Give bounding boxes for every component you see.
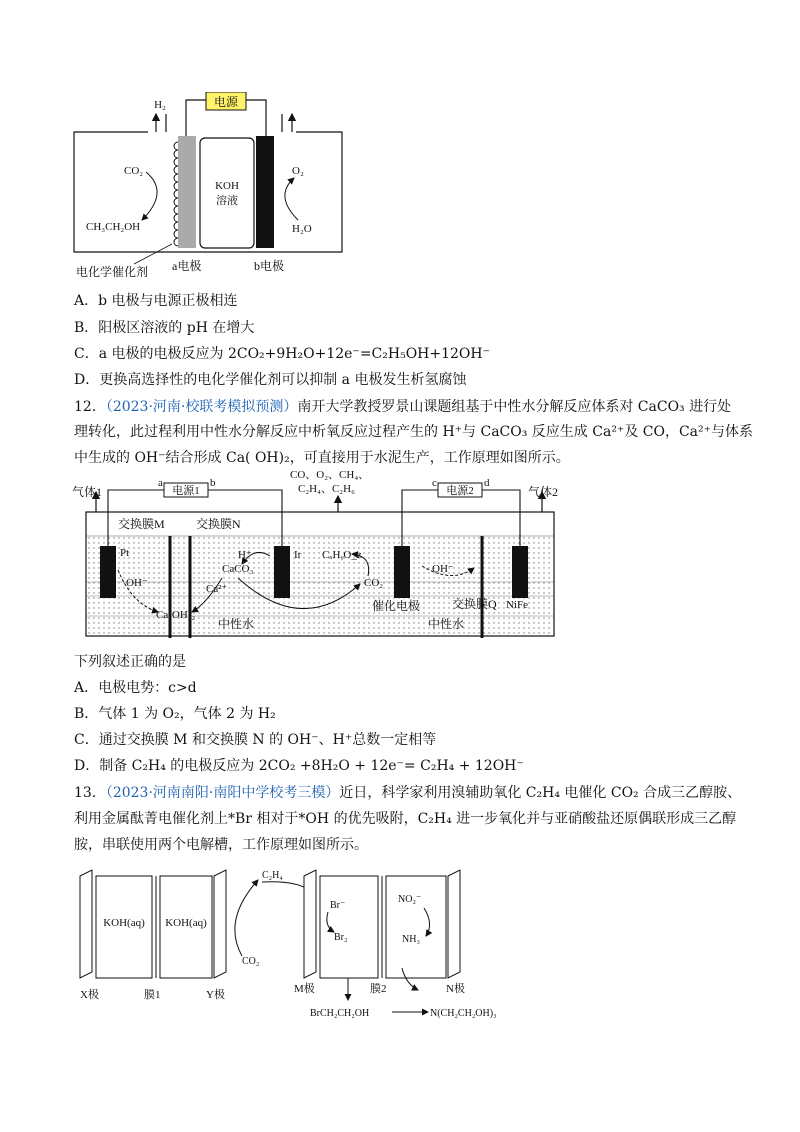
bromoethanol-label: BrCH₂CH₂OH [310,1008,370,1019]
x-electrode [80,870,92,978]
no2-compartment [386,876,446,978]
catalyst-label: 电化学催化剂 [76,265,149,279]
q12-stem-line-3: 中生成的 OH⁻结合形成 Ca( OH)₂，可直接用于水泥生产，工作原理如图所示。 [74,450,570,466]
q13-stem-line-1 [74,783,741,803]
q12-stem-line-2: 理转化，此过程利用中性水分解反应中析氧反应过程产生的 H⁺与 CaCO₃ 反应生成 Ca²⁺及 CO，Ca²⁺与体系 [74,424,754,440]
terminal-c: c [432,477,437,489]
a-electrode [178,136,196,248]
co2-label: CO₂ [124,165,144,177]
o2-label: O₂ [292,165,304,177]
q11-option-b: B．阳极区溶液的 pH 在增大 [74,320,255,336]
b-electrode [256,136,274,248]
q12-source: （2023·河南·校联考模拟预测） [105,399,298,415]
h2-label: H₂ [154,99,166,111]
q12-option-d: D．制备 C₂H₄ 的电极反应为 2CO₂ +8H₂O + 12e⁻= C₂H₄ + 12OH⁻ [74,758,524,774]
q12-option-b: B．气体 1 为 O₂，气体 2 为 H₂ [74,706,276,722]
b-electrode-label: b电极 [254,259,285,273]
membrane-m-label: 交换膜M [118,517,165,531]
pt-label: Pt [120,547,130,559]
m-electrode-label: M极 [294,983,315,995]
solution-label: 溶液 [216,195,238,207]
q11-option-d: D．更换高选择性的电化学催化剂可以抑制 a 电极发生析氢腐蚀 [74,372,467,388]
power-label: 电源 [213,95,239,109]
y-electrode-label: Y极 [206,989,225,1001]
caoh2-label: Ca(OH)₂ [156,609,196,621]
q13-number: 13． [74,785,106,801]
n-electrode-label: N极 [446,983,465,995]
q12-prompt: 下列叙述正确的是 [74,654,186,670]
q13-source: （2023·河南南阳·南阳中学校考三模） [105,785,340,801]
oh-left-label: OH⁻ [126,577,148,589]
figure-3-tandem-electrolyzers [72,860,552,1028]
q12-text-1: 南开大学教授罗景山课题组基于中性水分解反应体系对 CaCO₃ 进行处 [297,399,732,415]
a-electrode-label: a电极 [172,259,202,273]
x-electrode-label: X极 [80,989,99,1001]
nh3-label: NH₃ [402,934,420,945]
br-label: Br⁻ [330,900,346,911]
figure-1-electrolysis-cell [60,92,420,282]
products-line-1: CO、O₂、CH₄、 [290,469,370,481]
n-electrode [448,870,460,978]
nife-label: NiFe [506,599,528,611]
gas-1-label: 气体1 [72,485,103,499]
cxhyoz-label: CₓHᵧO_z [322,549,362,561]
q13-stem-line-2: 利用金属酞菁电催化剂上*Br 相对于*OH 的优先吸附，C₂H₄ 进一步氧化并与亚硝酸盐还原偶联形成三乙醇 [74,811,737,827]
ir-electrode [274,546,290,598]
q11-option-c: C．a 电极的电极反应为 2CO₂+9H₂O+12e⁻=C₂H₅OH+12OH⁻ [74,346,491,362]
catalytic-electrode [394,546,410,598]
membrane-n-label: 交换膜N [196,517,241,531]
koh-1-label: KOH(aq) [103,917,145,929]
hplus-label: H⁺ [238,549,252,561]
ethanol-label: CH₃CH₂OH [86,221,141,233]
q12-number: 12． [74,399,106,415]
co2-label: CO₂ [364,577,384,589]
q12-option-a: A．电极电势：c>d [74,680,197,696]
power-1-label: 电源1 [172,485,200,497]
terminal-b: b [210,477,216,489]
neutral-water-right: 中性水 [428,617,465,631]
figure-2-cell-diagram [72,466,572,646]
c2h4-label: C₂H₄ [262,870,283,881]
koh-solution-box [200,138,254,248]
h2o-label: H₂O [292,223,312,235]
ir-label: Ir [294,549,302,561]
pt-electrode [100,546,116,598]
membrane-1-label: 膜1 [144,989,161,1001]
co2-label: CO₂ [242,956,260,967]
neutral-water-left: 中性水 [218,617,255,631]
power-2-label: 电源2 [446,485,474,497]
koh-2-label: KOH(aq) [165,917,207,929]
koh-label: KOH [215,180,239,192]
q12-stem-line-1 [74,397,731,417]
products-line-2: C₂H₄、C₂H₆ [298,483,355,495]
q13-stem-line-3: 胺，串联使用两个电解槽，工作原理如图所示。 [74,837,368,853]
caco3-label: CaCO₃ [222,563,254,575]
q13-text-1: 近日，科学家利用溴辅助氧化 C₂H₄ 电催化 CO₂ 合成三乙醇胺、 [339,785,742,801]
q11-option-a: A．b 电极与电源正极相连 [74,293,238,309]
oh-right-label: OH⁻ [432,563,454,575]
terminal-d: d [484,477,490,489]
br2-label: Br₂ [334,932,348,943]
ca2-label: Ca²⁺ [206,583,228,595]
catalytic-electrode-label: 催化电极 [372,599,421,613]
m-electrode [304,870,316,978]
y-electrode [214,870,226,978]
membrane-q-label: 交换膜Q [452,597,497,611]
q12-option-c: C．通过交换膜 M 和交换膜 N 的 OH⁻、H⁺总数一定相等 [74,732,437,748]
triethanolamine-label: N(CH₂CH₂OH)₃ [430,1008,497,1019]
no2-label: NO₂⁻ [398,894,422,905]
membrane-2-label: 膜2 [370,983,387,995]
catalyst-coil [174,142,178,246]
terminal-a: a [158,477,163,489]
nife-electrode [512,546,528,598]
gas-2-label: 气体2 [528,485,559,499]
